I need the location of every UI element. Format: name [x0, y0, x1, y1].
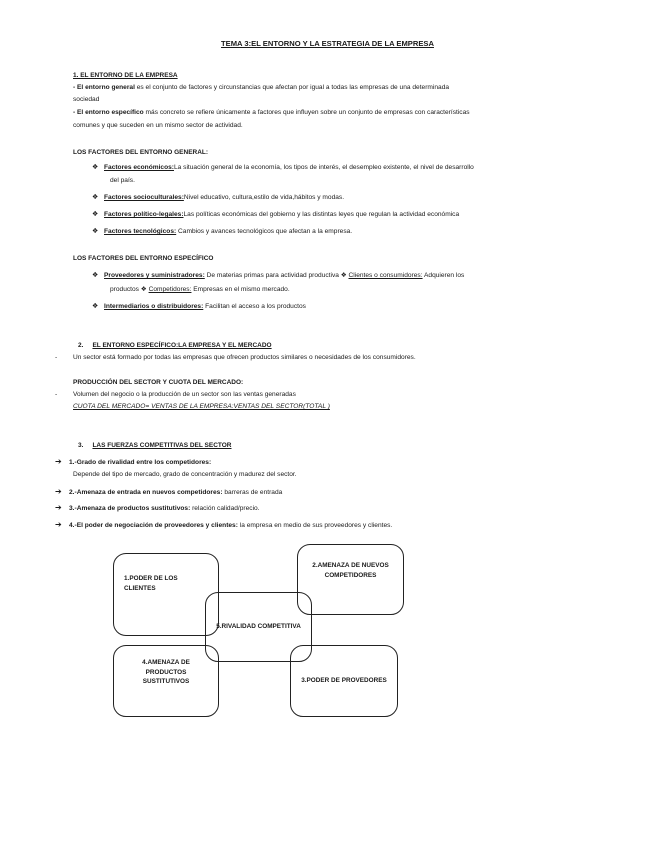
factor-text: Las políticas económicas del gobierno y las distintas leyes que regulan la actividad económica [183, 211, 460, 218]
diagram-box-suppliers [290, 645, 398, 717]
section-3-heading [78, 441, 232, 450]
factor-term: Competidores: [148, 286, 192, 293]
factor-term: Clientes o consumidores: [348, 272, 423, 279]
diamond-bullet-icon: ❖ [92, 164, 99, 171]
force-term: 2.-Amenaza de entrada en nuevos competidores: [69, 489, 223, 496]
arrow-icon: ➔ [55, 457, 62, 466]
factor-term: Factores político-legales: [104, 211, 184, 218]
production-text-line [55, 390, 296, 400]
diagram-box-clients [113, 553, 219, 636]
factor-term: Factores económicos: [104, 164, 174, 171]
force-1-detail: Depende del tipo de mercado, grado de concentración y madurez del sector. [73, 471, 297, 478]
force-term: 3.-Amenaza de productos sustitutivos: [69, 505, 191, 512]
section-3-heading-text: LAS FUERZAS COMPETITIVAS DEL SECTOR [92, 442, 232, 449]
specific-definition-line-1 [73, 108, 470, 118]
general-factors-heading: LOS FACTORES DEL ENTORNO GENERAL: [73, 149, 209, 156]
factor-text: productos [110, 286, 141, 293]
diagram-box-label: 4.AMENAZA DE PRODUCTOS SUSTITUTIVOS [142, 659, 190, 686]
section-2-heading [78, 341, 272, 350]
specific-factors-heading: LOS FACTORES DEL ENTORNO ESPECÍFICO [73, 255, 214, 262]
diamond-bullet-icon: ❖ [92, 272, 99, 279]
force-text: la empresa en medio de sus proveedores y clientes. [237, 522, 393, 529]
factor-term: Factores tecnológicos: [104, 228, 177, 235]
force-text: relación calidad/precio. [190, 505, 260, 512]
factor-text: Cambios y avances tecnológicos que afectan a la empresa. [176, 228, 353, 235]
inline-diamond-icon: ❖ [140, 286, 147, 293]
general-definition-line-2: sociedad [73, 96, 100, 103]
diagram-box-substitutes [113, 645, 219, 717]
factor-text: De materias primas para actividad productiva [204, 272, 341, 279]
general-term: - El entorno general [73, 84, 135, 91]
sector-definition [55, 353, 416, 363]
factor-term: Factores socioculturales: [104, 194, 184, 201]
factor-text: Facilitan el acceso a los productos [203, 303, 306, 310]
specific-term: - El entorno específico [73, 109, 144, 116]
section-2-heading-text: EL ENTORNO ESPECÍFICO:LA EMPRESA Y EL MERCADO [92, 342, 272, 349]
specific-factor-continuation [110, 285, 290, 295]
force-term: 4.-El poder de negociación de proveedores y clientes: [69, 522, 238, 529]
inline-diamond-icon: ❖ [340, 272, 347, 279]
factor-text: Nivel educativo, cultura,estilo de vida,hábitos y modas. [183, 194, 345, 201]
general-text: es el conjunto de factores y circunstancias que afectan por igual a todas las empresas de una determinada [134, 84, 450, 91]
force-text: barreras de entrada [222, 489, 283, 496]
general-factor-continuation: del país. [110, 177, 135, 184]
diagram-box-new-competitors [297, 544, 404, 615]
sector-text: Un sector está formado por todas las empresas que ofrecen productos similares o necesidades de los consumidores. [73, 354, 416, 361]
arrow-icon: ➔ [55, 487, 62, 496]
diagram-box-label: 1.PODER DE LOS CLIENTES [124, 575, 178, 592]
market-share-formula: CUOTA DEL MERCADO= VENTAS DE LA EMPRESA:VENTAS DEL SECTOR(TOTAL ) [73, 403, 330, 410]
dash-bullet: - [55, 354, 58, 361]
factor-text: Adquieren los [422, 272, 465, 279]
diamond-bullet-icon: ❖ [92, 228, 99, 235]
diamond-bullet-icon: ❖ [92, 211, 99, 218]
diamond-bullet-icon: ❖ [92, 303, 99, 310]
force-term: 1.-Grado de rivalidad entre los competidores: [69, 459, 212, 466]
force-item [55, 502, 260, 514]
factor-text: Empresas en el mismo mercado. [191, 286, 290, 293]
section-1-heading-text: 1. EL ENTORNO DE LA EMPRESA [73, 72, 178, 79]
general-factor-item [92, 193, 344, 203]
section-number: 3. [78, 442, 84, 449]
general-factor-item [92, 210, 459, 220]
general-factor-item [92, 163, 474, 173]
force-item [55, 486, 282, 498]
specific-definition-line-2: comunes y que suceden en un mismo sector de actividad. [73, 122, 243, 129]
arrow-icon: ➔ [55, 520, 62, 529]
production-heading: PRODUCCIÓN DEL SECTOR Y CUOTA DEL MERCADO: [73, 379, 244, 386]
diagram-box-label: 3.PODER DE PROVEDORES [301, 677, 387, 685]
diagram-box-label: 5.RIVALIDAD COMPETITIVA [216, 623, 301, 631]
section-1-heading [73, 71, 178, 80]
arrow-icon: ➔ [55, 503, 62, 512]
page-title: TEMA 3:EL ENTORNO Y LA ESTRATEGIA DE LA EMPRESA [221, 39, 434, 48]
specific-text: más concreto se refiere únicamente a factores que influyen sobre un conjunto de empresas con características [143, 109, 470, 116]
general-definition-line-1 [73, 83, 449, 93]
specific-factor-item [92, 271, 464, 281]
production-text: Volumen del negocio o la producción de un sector son las ventas generadas [73, 391, 296, 398]
specific-factor-item [92, 302, 306, 312]
factor-text: La situación general de la economía, los tipos de interés, el desempleo existente, el nivel de desarrollo [174, 164, 474, 171]
general-factor-item [92, 227, 352, 237]
section-number: 2. [78, 342, 84, 349]
diagram-box-label: 2.AMENAZA DE NUEVOS COMPETIDORES [312, 562, 389, 579]
factor-term: Intermediarios o distribuidores: [104, 303, 204, 310]
force-item [55, 519, 392, 531]
dash-bullet: - [55, 391, 58, 398]
diamond-bullet-icon: ❖ [92, 194, 99, 201]
force-item [55, 456, 211, 468]
factor-term: Proveedores y suministradores: [104, 272, 205, 279]
